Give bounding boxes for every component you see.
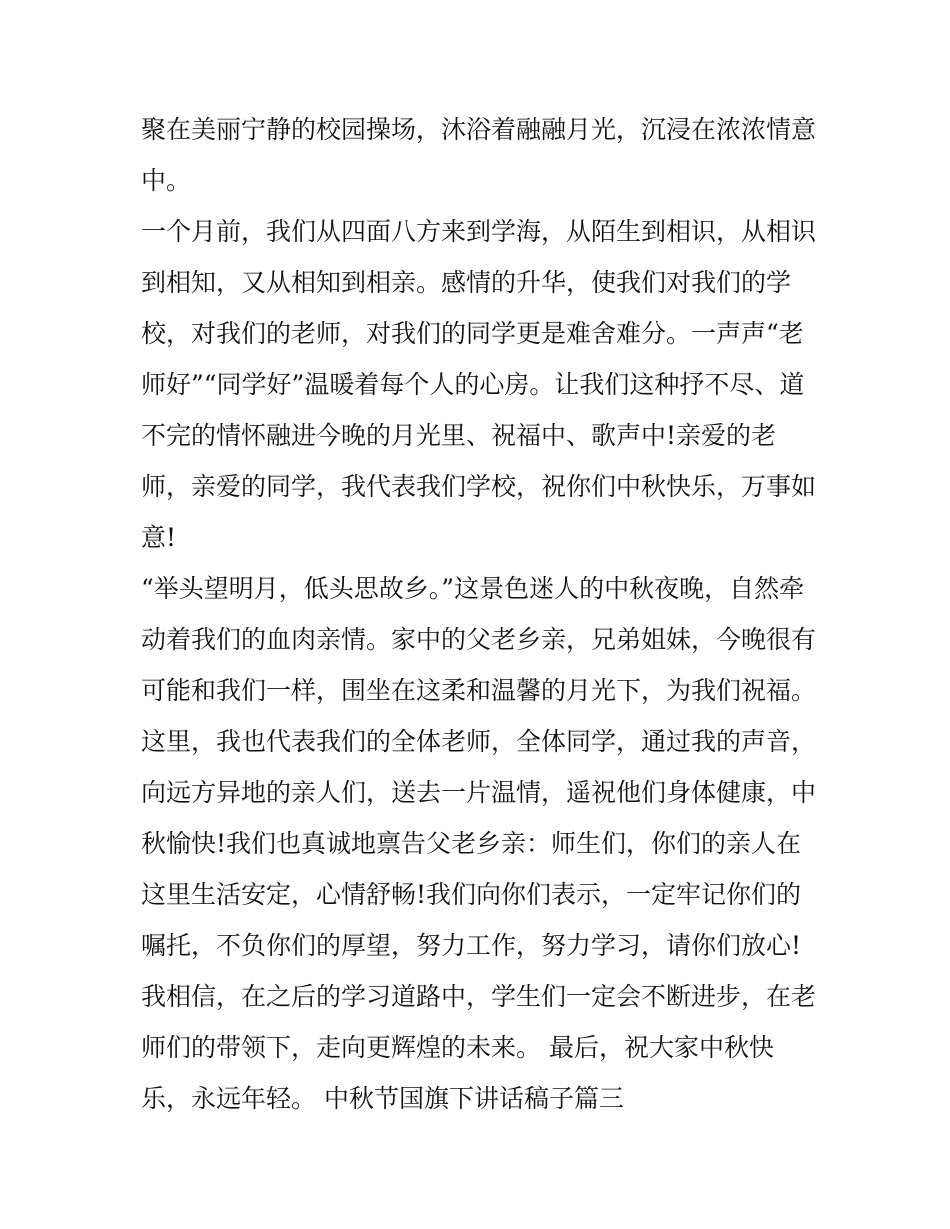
body-text: [141, 104, 821, 1124]
text-line: 可能和我们一样，围坐在这柔和温馨的月光下，为我们祝福。: [141, 676, 817, 705]
text-line: 动着我们的血肉亲情。家中的父老乡亲，兄弟姐妹，今晚很有: [141, 625, 817, 654]
text-line: 校，对我们的老师，对我们的同学更是难舍难分。一声声“老: [141, 319, 804, 348]
text-line: 师好”“同学好”温暖着每个人的心房。让我们这种抒不尽、道: [141, 370, 805, 399]
text-line: 意!: [141, 523, 177, 552]
text-line: 师们的带领下，走向更辉煌的未来。 最后，祝大家中秋快: [141, 1033, 774, 1062]
text-line: 一个月前，我们从四面八方来到学海，从陌生到相识，从相识: [141, 217, 817, 246]
text-line: 乐，永远年轻。 中秋节国旗下讲话稿子篇三: [141, 1084, 624, 1113]
text-line: 向远方异地的亲人们，送去一片温情，遥祝他们身体健康，中: [141, 778, 817, 807]
text-line: 嘱托，不负你们的厚望，努力工作，努力学习，请你们放心!: [141, 931, 802, 960]
text-line: 秋愉快!我们也真诚地禀告父老乡亲：师生们，你们的亲人在: [141, 829, 802, 858]
text-line: 中。: [141, 166, 192, 195]
text-line: “举头望明月，低头思故乡。”这景色迷人的中秋夜晚，自然牵: [141, 574, 805, 603]
text-line: 不完的情怀融进今晚的月光里、祝福中、歌声中!亲爱的老: [141, 421, 777, 450]
text-line: 这里生活安定，心情舒畅!我们向你们表示，一定牢记你们的: [141, 880, 802, 909]
text-line: 到相知，又从相知到相亲。感情的升华，使我们对我们的学: [141, 268, 792, 297]
text-line: 我相信，在之后的学习道路中，学生们一定会不断进步，在老: [141, 982, 817, 1011]
text-line: 师，亲爱的同学，我代表我们学校，祝你们中秋快乐，万事如: [141, 472, 817, 501]
text-line: 聚在美丽宁静的校园操场，沐浴着融融月光，沉浸在浓浓情意: [141, 115, 817, 144]
text-line: 这里，我也代表我们的全体老师，全体同学，通过我的声音，: [141, 727, 817, 756]
